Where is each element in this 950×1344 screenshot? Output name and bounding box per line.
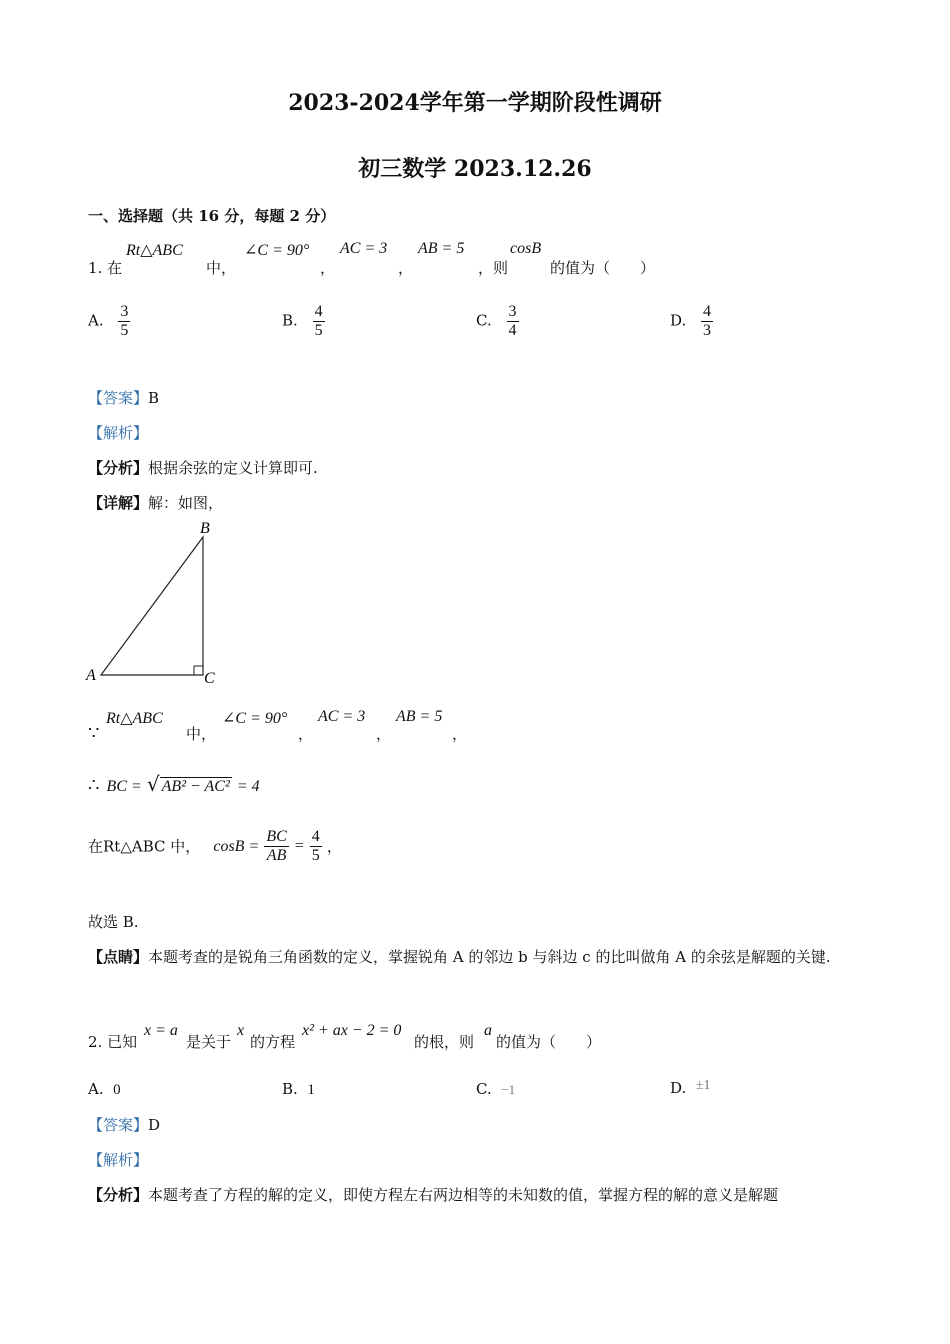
sqrt-icon: √ — [146, 772, 160, 796]
answer-value: B — [148, 389, 160, 407]
q1-triangle: Rt△ABC — [126, 242, 183, 259]
q2-option-a — [88, 1080, 121, 1099]
because-sep-2: ， — [376, 725, 392, 743]
right-angle-mark — [194, 666, 203, 675]
option-num: 3 — [120, 303, 129, 320]
fenxi-tag: 【分析】 — [88, 459, 149, 477]
option-label: C. — [476, 311, 492, 330]
q1-option-a — [88, 303, 130, 340]
dianjing-text: 本题考查的是锐角三角函数的定义，掌握锐角 A 的邻边 b 与斜边 c 的比叫做角 A 的余弦是解题的关键. — [148, 948, 831, 966]
q1-option-b — [282, 303, 325, 340]
detail-text: 解：如图， — [148, 494, 224, 512]
label-b: B — [200, 520, 210, 537]
q2-option-d — [670, 1078, 711, 1097]
q1-mid: 中， — [206, 259, 237, 277]
option-num: 4 — [314, 303, 323, 320]
option-den: 4 — [508, 322, 517, 339]
q1-cond-c: ∠C = 90° — [244, 242, 310, 259]
label-c: C — [204, 670, 215, 687]
q2-equation: x² + ax − 2 = 0 — [302, 1022, 402, 1039]
q2-x-eq-a: x = a — [144, 1022, 178, 1039]
option-label: B. — [282, 1080, 298, 1098]
q1-option-d — [670, 303, 713, 340]
q2-about: 是关于 — [186, 1033, 232, 1051]
bc-rhs: = 4 — [236, 778, 260, 795]
option-value: −1 — [501, 1082, 516, 1097]
q2-fenxi — [88, 1185, 778, 1205]
q1-comma-2: ， — [398, 259, 414, 277]
q1-analysis-tag: 【解析】 — [88, 424, 149, 442]
q1-tail: 的值为（ ） — [550, 259, 656, 277]
bc-lhs: BC = — [106, 778, 142, 795]
option-den: 5 — [120, 322, 129, 339]
cos-den: AB — [266, 847, 287, 864]
q1-comma-1: ， — [320, 259, 336, 277]
option-den: 3 — [703, 322, 712, 339]
q2-eqn-label: 的方程 — [250, 1033, 296, 1051]
cos-line — [88, 828, 342, 865]
q1-option-c — [476, 303, 519, 340]
q1-cosb: cosB — [510, 240, 542, 257]
bc-radicand: AB² − AC² — [161, 778, 230, 795]
option-label: A. — [88, 1080, 104, 1098]
therefore-line — [88, 772, 260, 796]
option-label: D. — [670, 1079, 687, 1097]
dianjing-tag: 【点睛】 — [88, 948, 149, 966]
because-triangle: Rt△ABC — [106, 710, 163, 727]
fenxi-tag: 【分析】 — [88, 1186, 149, 1204]
q2-root: 的根，则 — [414, 1033, 475, 1051]
choose-text: 故选 B. — [88, 913, 139, 931]
option-value: 0 — [113, 1082, 121, 1098]
fenxi-text: 本题考查了方程的解的定义，即使方程左右两边相等的未知数的值，掌握方程的解的意义是解题 — [148, 1186, 779, 1204]
option-label: D. — [670, 311, 687, 330]
option-num: 3 — [508, 303, 517, 320]
q2-option-c — [476, 1080, 515, 1098]
because-mid: 中， — [186, 725, 217, 743]
cos-tail: ， — [326, 837, 342, 856]
because-sep-3: ， — [452, 725, 468, 743]
option-label: C. — [476, 1080, 492, 1098]
q2-a: a — [484, 1022, 492, 1039]
q1-cond-ac: AC = 3 — [340, 240, 388, 257]
option-den: 5 — [314, 322, 323, 339]
q2-option-b — [282, 1080, 315, 1099]
cos-value-num: 4 — [311, 828, 320, 845]
therefore-symbol: ∴ — [88, 775, 100, 796]
because-symbol: ∵ — [88, 723, 100, 744]
fenxi-text: 根据余弦的定义计算即可. — [148, 459, 318, 477]
option-value: 1 — [307, 1082, 315, 1098]
q1-dianjing — [88, 941, 868, 973]
because-sep-1: ， — [298, 725, 314, 743]
because-cond-ab: AB = 5 — [396, 708, 443, 725]
q1-fenxi — [88, 458, 318, 478]
option-label: A. — [88, 311, 104, 330]
triangle-abc — [101, 537, 203, 675]
cos-num: BC — [266, 828, 287, 845]
q2-analysis-tag: 【解析】 — [88, 1151, 149, 1169]
because-cond-c: ∠C = 90° — [222, 710, 288, 727]
answer-tag: 【答案】 — [88, 389, 149, 407]
q2-number: 2. 已知 — [88, 1033, 138, 1051]
q1-number: 1. 在 — [88, 259, 123, 277]
cos-value-den: 5 — [311, 847, 320, 864]
answer-value: D — [148, 1116, 161, 1134]
q2-answer — [88, 1115, 160, 1135]
because-cond-ac: AC = 3 — [318, 708, 366, 725]
q2-tail: 的值为（ ） — [496, 1033, 602, 1051]
q1-answer — [88, 388, 159, 408]
cos-eq: = — [293, 837, 305, 855]
option-label: B. — [282, 311, 298, 330]
answer-tag: 【答案】 — [88, 1116, 149, 1134]
exam-title: 2023-2024学年第一学期阶段性调研 — [288, 90, 662, 116]
q1-cond-ab: AB = 5 — [418, 240, 465, 257]
q1-detail — [88, 493, 223, 513]
triangle-figure — [80, 515, 230, 695]
option-value: ±1 — [695, 1078, 711, 1093]
q2-x: x — [237, 1022, 245, 1039]
exam-subtitle: 初三数学 2023.12.26 — [358, 156, 592, 182]
detail-tag: 【详解】 — [88, 494, 149, 512]
section-heading: 一、选择题（共 16 分，每题 2 分） — [88, 207, 336, 225]
option-num: 4 — [703, 303, 712, 320]
q1-then: ，则 — [478, 259, 509, 277]
in-rt-text: 在Rt△ABC 中， — [88, 837, 201, 856]
label-a: A — [86, 667, 96, 684]
cos-lhs: cosB = — [213, 837, 260, 855]
